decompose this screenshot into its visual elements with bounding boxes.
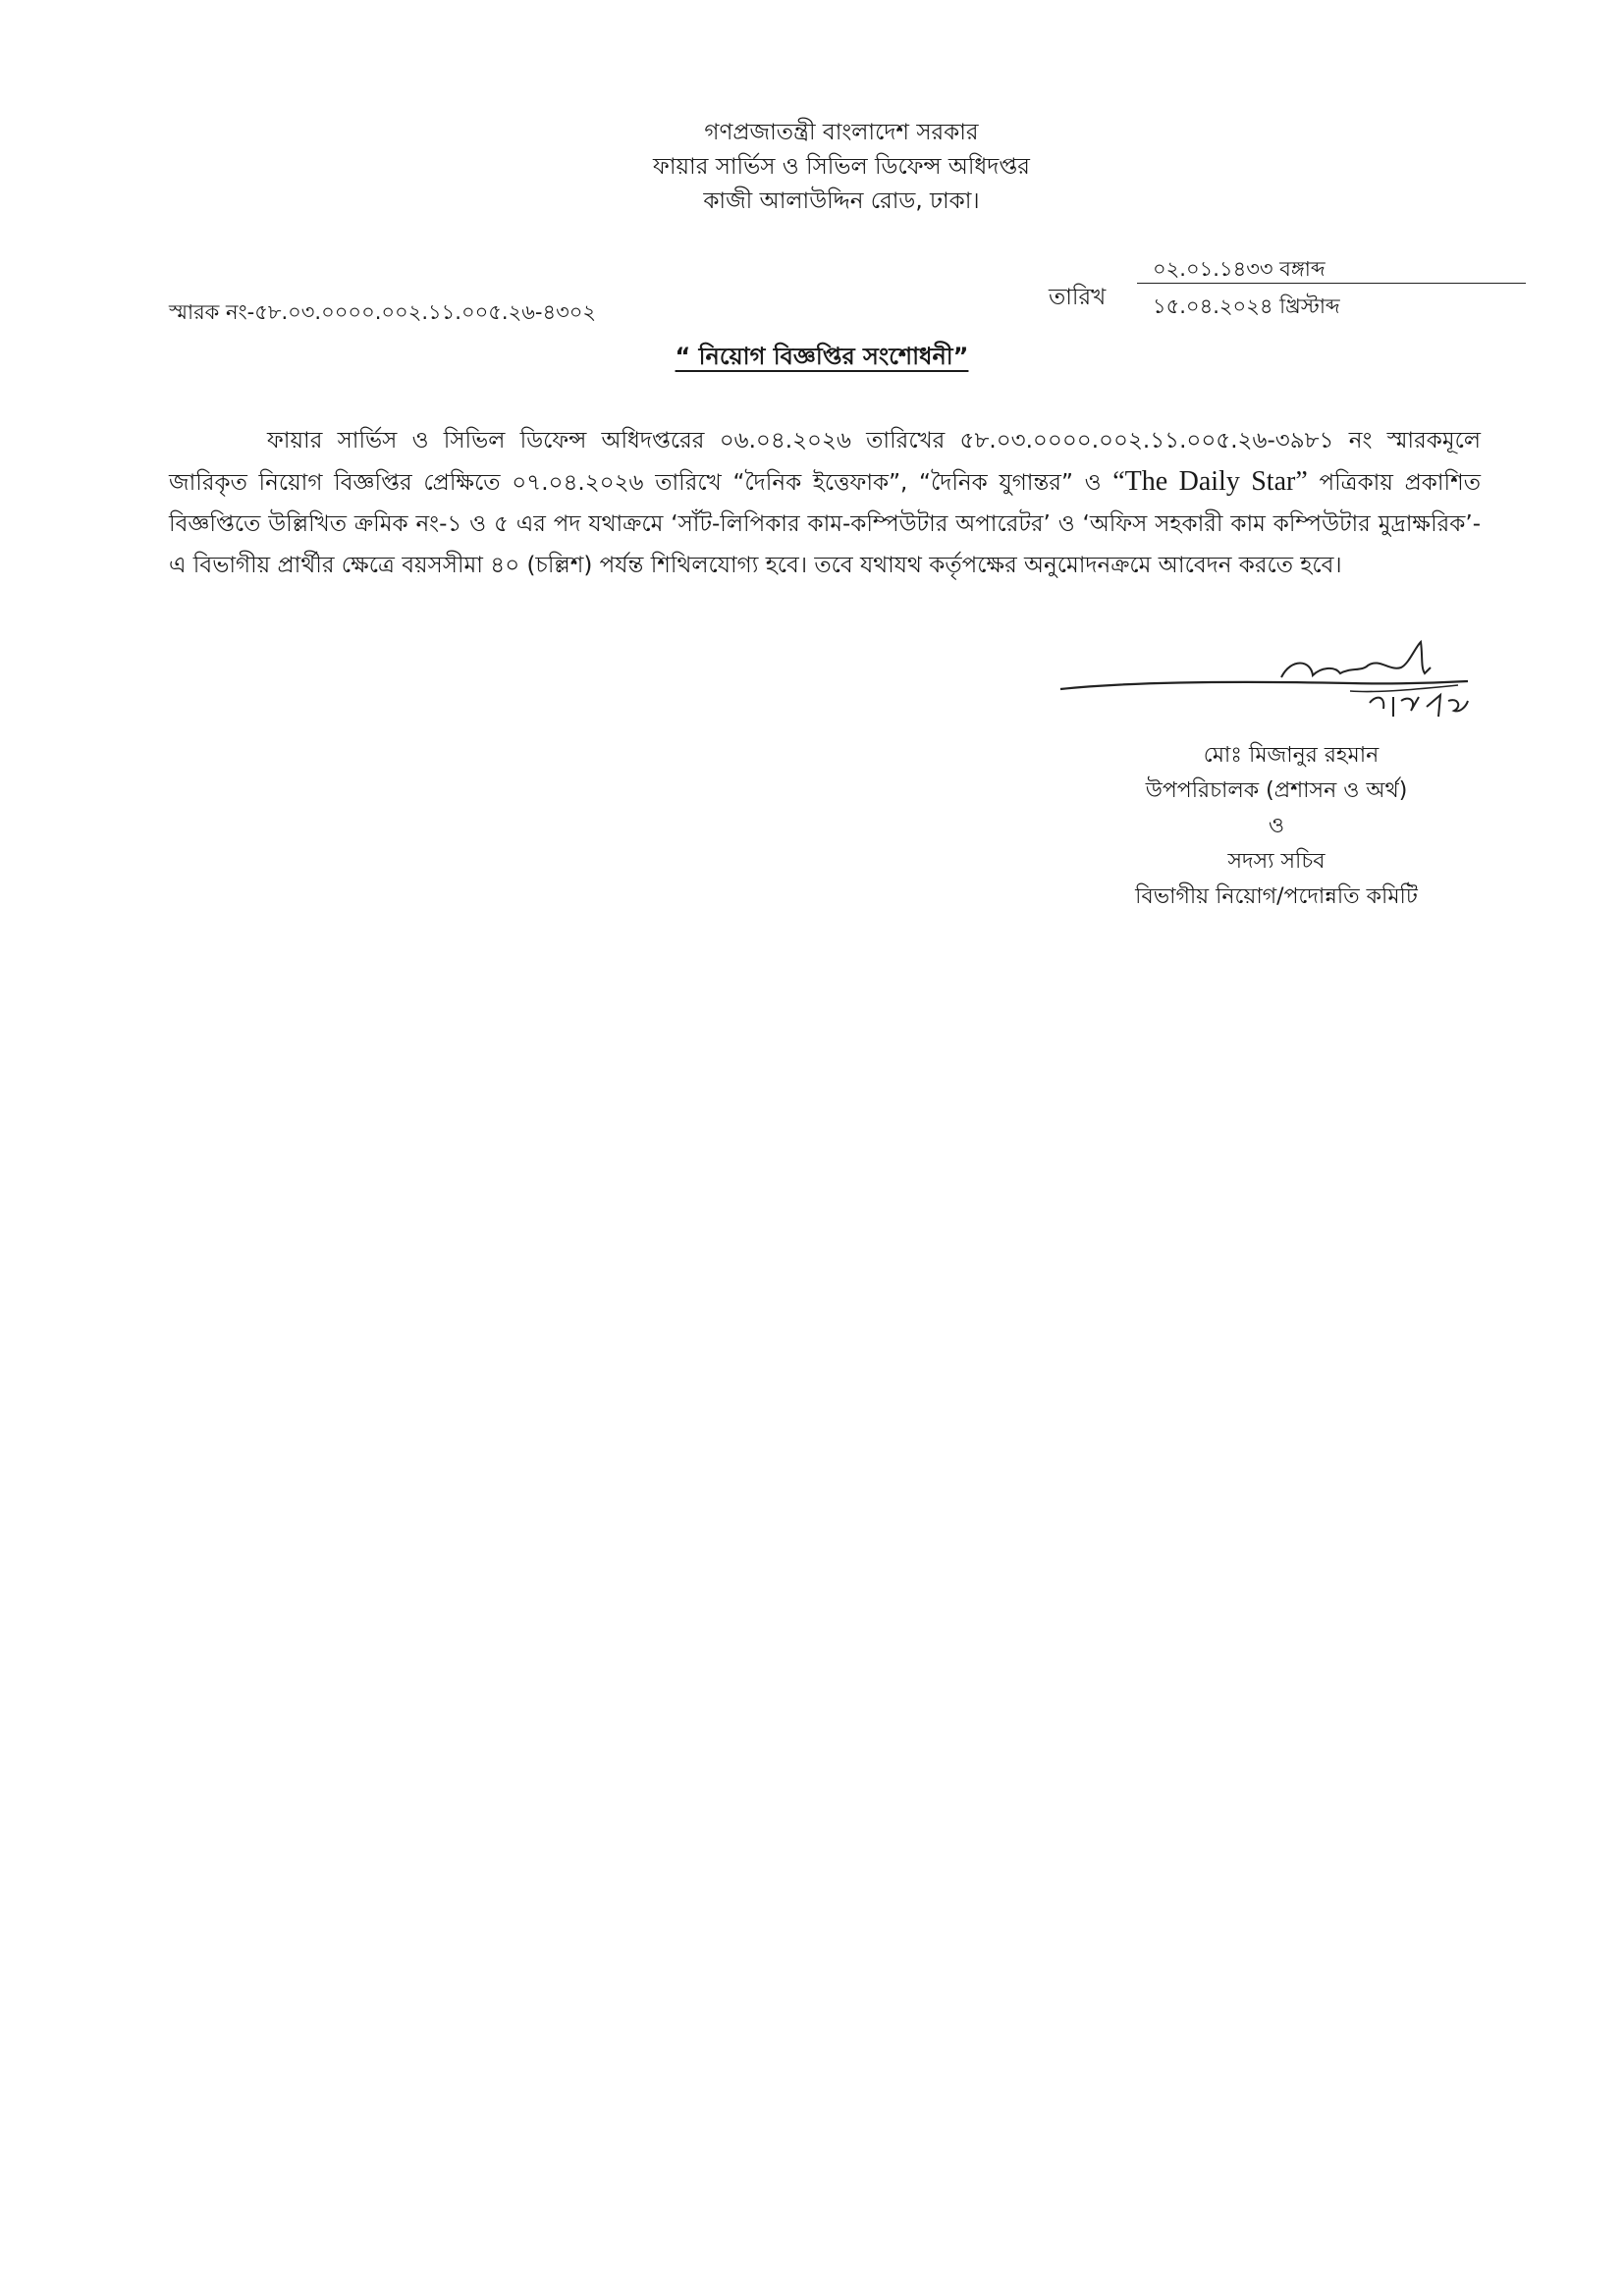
date-divider	[1137, 283, 1526, 284]
office-address: কাজী আলাউদ্দিন রোড, ঢাকা।	[703, 188, 980, 214]
notice-title-text: “ নিয়োগ বিজ্ঞপ্তির সংশোধনী”	[675, 343, 969, 370]
signatory-and: ও	[1268, 814, 1285, 838]
signatory-designation: উপপরিচালক (প্রশাসন ও অর্থ)	[1145, 778, 1408, 803]
govt-name: গণপ্রজাতন্ত্রী বাংলাদেশ সরকার	[704, 120, 979, 145]
date-bangla: ০২.০১.১৪৩৩ বঙ্গাব্দ	[1153, 257, 1326, 281]
memo-reference: স্মারক নং-৫৮.০৩.০০০০.০০২.১১.০০৫.২৬-৪৩০২	[169, 300, 597, 324]
body-part-1: ফায়ার সার্ভিস ও সিভিল ডিফেন্স অধিদপ্তরের ০৬.০৪.২০২৬ তারিখের ৫৮.০৩.০০০০.০০২.১১.০০৫.২৬-৩৯৮১ নং স্মারকমূলে জারিকৃত নিয়োগ বিজ্ঞপ্তির প্রেক্ষিতে ০৭.০৪.২০২৬ তারিখে “দৈনিক ইত্তেফাক”, “দৈনিক যুগান্তর” ও	[169, 428, 1481, 496]
handwritten-signature	[1056, 638, 1488, 746]
signatory-role: সদস্য সচিব	[1227, 849, 1326, 874]
body-newspaper-english: “The Daily Star”	[1112, 466, 1308, 497]
department-name: ফায়ার সার্ভিস ও সিভিল ডিফেন্স অধিদপ্তর	[653, 154, 1030, 180]
notice-title	[0, 339, 1624, 378]
signature-icon	[1056, 638, 1488, 746]
signatory-block	[1080, 738, 1473, 915]
signatory-committee: বিভাগীয় নিয়োগ/পদোন্নতি কমিটি	[1135, 884, 1418, 909]
letterhead	[0, 116, 1624, 219]
body-part-2: পত্রিকায় প্রকাশিত বিজ্ঞপ্তিতে উল্লিখিত ক্রমিক নং-১ ও ৫ এর পদ যথাক্রমে ‘সাঁট-লিপিকার কাম-কম্পিউটার অপারেটর’ ও ‘অফিস সহকারী কাম কম্পিউটার মুদ্রাক্ষরিক’-এ বিভাগীয় প্রার্থীর ক্ষেত্রে বয়সসীমা ৪০ (চল্লিশ) পর্যন্ত শিথিলযোগ্য হবে। তবে যথাযথ কর্তৃপক্ষের অনুমোদনক্রমে আবেদন করতে হবে।	[169, 470, 1481, 578]
signatory-name: মোঃ মিজানুর রহমান	[1203, 743, 1380, 768]
date-gregorian: ১৫.০৪.২০২৪ খ্রিস্টাব্দ	[1153, 294, 1340, 318]
notice-body	[169, 420, 1481, 586]
date-label: তারিখ	[1049, 285, 1107, 310]
date-block	[1049, 253, 1461, 322]
